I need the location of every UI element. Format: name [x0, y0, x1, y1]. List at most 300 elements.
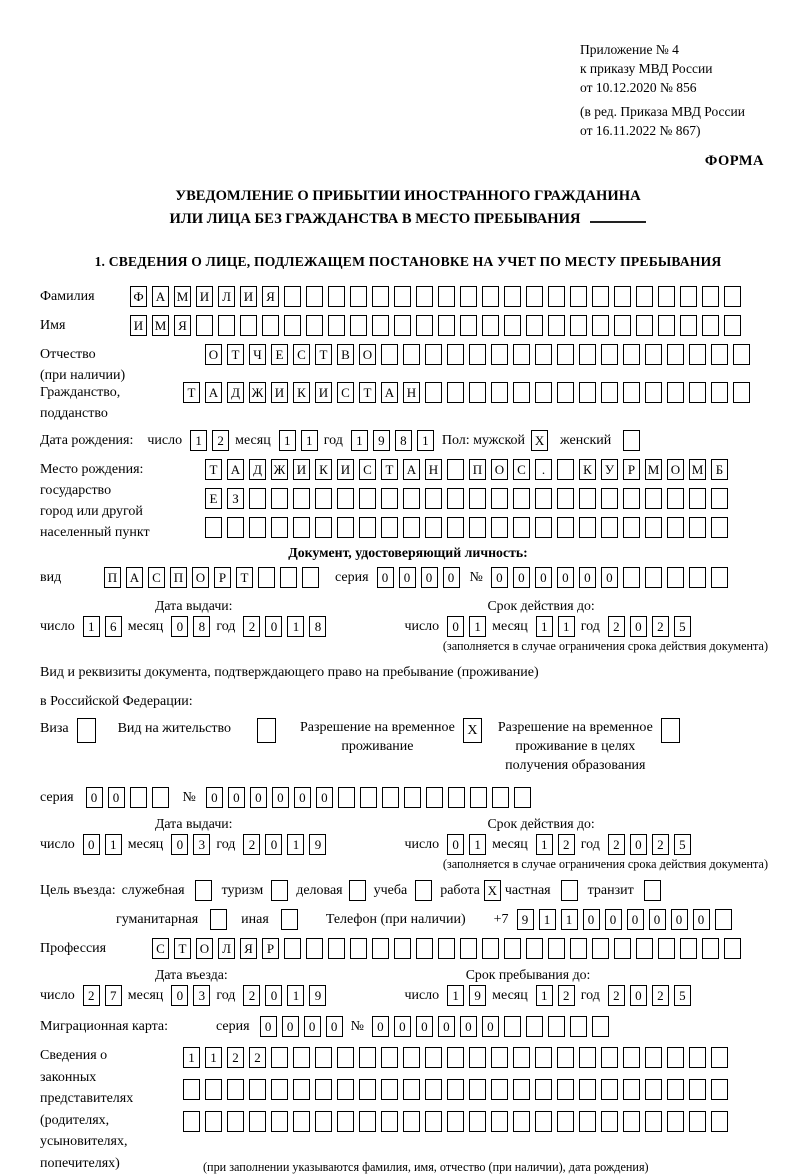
doc-issue-day-cells[interactable]: [83, 616, 122, 637]
char-cell[interactable]: 1: [279, 430, 296, 451]
char-cell[interactable]: 2: [608, 834, 625, 855]
char-cell[interactable]: [447, 517, 464, 538]
char-cell[interactable]: [513, 517, 530, 538]
char-cell[interactable]: [711, 1047, 728, 1068]
doc-issue-month-cells[interactable]: [171, 616, 210, 637]
char-cell[interactable]: [667, 1079, 684, 1100]
char-cell[interactable]: [403, 1047, 420, 1068]
char-cell[interactable]: [372, 286, 389, 307]
char-cell[interactable]: 1: [351, 430, 368, 451]
char-cell[interactable]: Т: [236, 567, 253, 588]
char-cell[interactable]: 0: [399, 567, 416, 588]
char-cell[interactable]: И: [293, 459, 310, 480]
char-cell[interactable]: [403, 1111, 420, 1132]
char-cell[interactable]: 1: [183, 1047, 200, 1068]
char-cell[interactable]: [381, 1079, 398, 1100]
char-cell[interactable]: С: [293, 344, 310, 365]
char-cell[interactable]: [280, 567, 297, 588]
char-cell[interactable]: А: [381, 382, 398, 403]
char-cell[interactable]: [349, 880, 366, 901]
char-cell[interactable]: X: [531, 430, 548, 451]
char-cell[interactable]: [438, 315, 455, 336]
char-cell[interactable]: [403, 344, 420, 365]
char-cell[interactable]: Ж: [271, 459, 288, 480]
residence-permit-checkbox[interactable]: [257, 718, 276, 743]
char-cell[interactable]: Я: [174, 315, 191, 336]
char-cell[interactable]: [623, 567, 640, 588]
char-cell[interactable]: [416, 938, 433, 959]
char-cell[interactable]: [724, 315, 741, 336]
char-cell[interactable]: [337, 488, 354, 509]
char-cell[interactable]: [658, 315, 675, 336]
char-cell[interactable]: 9: [309, 985, 326, 1006]
char-cell[interactable]: [513, 1111, 530, 1132]
char-cell[interactable]: О: [196, 938, 213, 959]
char-cell[interactable]: [513, 382, 530, 403]
char-cell[interactable]: С: [337, 382, 354, 403]
char-cell[interactable]: [570, 286, 587, 307]
char-cell[interactable]: 2: [243, 985, 260, 1006]
char-cell[interactable]: [557, 344, 574, 365]
char-cell[interactable]: [460, 286, 477, 307]
char-cell[interactable]: [337, 1047, 354, 1068]
char-cell[interactable]: [689, 517, 706, 538]
char-cell[interactable]: [271, 517, 288, 538]
char-cell[interactable]: [570, 315, 587, 336]
char-cell[interactable]: [491, 1047, 508, 1068]
char-cell[interactable]: Е: [271, 344, 288, 365]
char-cell[interactable]: 2: [249, 1047, 266, 1068]
char-cell[interactable]: 3: [193, 834, 210, 855]
char-cell[interactable]: 1: [469, 616, 486, 637]
char-cell[interactable]: [579, 382, 596, 403]
char-cell[interactable]: [438, 938, 455, 959]
char-cell[interactable]: 0: [557, 567, 574, 588]
char-cell[interactable]: [381, 517, 398, 538]
char-cell[interactable]: А: [152, 286, 169, 307]
char-cell[interactable]: [535, 488, 552, 509]
residence-expiry-year-cells[interactable]: [608, 834, 691, 855]
char-cell[interactable]: 0: [108, 787, 125, 808]
char-cell[interactable]: [614, 938, 631, 959]
purpose-tourism-checkbox[interactable]: [271, 880, 288, 901]
char-cell[interactable]: 0: [265, 616, 282, 637]
migration-number-cells[interactable]: [372, 1016, 609, 1037]
char-cell[interactable]: [482, 315, 499, 336]
char-cell[interactable]: [535, 344, 552, 365]
char-cell[interactable]: Т: [359, 382, 376, 403]
char-cell[interactable]: 0: [304, 1016, 321, 1037]
char-cell[interactable]: 0: [693, 909, 710, 930]
char-cell[interactable]: [403, 488, 420, 509]
char-cell[interactable]: 0: [605, 909, 622, 930]
char-cell[interactable]: [438, 286, 455, 307]
char-cell[interactable]: 2: [558, 985, 575, 1006]
char-cell[interactable]: 1: [287, 985, 304, 1006]
char-cell[interactable]: [372, 315, 389, 336]
char-cell[interactable]: [733, 382, 750, 403]
char-cell[interactable]: [702, 315, 719, 336]
char-cell[interactable]: 0: [316, 787, 333, 808]
representatives-cells-row3[interactable]: [183, 1111, 728, 1132]
char-cell[interactable]: [711, 488, 728, 509]
char-cell[interactable]: [425, 517, 442, 538]
char-cell[interactable]: 0: [171, 616, 188, 637]
char-cell[interactable]: [645, 488, 662, 509]
char-cell[interactable]: [425, 1111, 442, 1132]
char-cell[interactable]: [394, 315, 411, 336]
char-cell[interactable]: 9: [309, 834, 326, 855]
char-cell[interactable]: [645, 1079, 662, 1100]
char-cell[interactable]: М: [152, 315, 169, 336]
char-cell[interactable]: [284, 315, 301, 336]
char-cell[interactable]: О: [192, 567, 209, 588]
residence-issue-year-cells[interactable]: [243, 834, 326, 855]
char-cell[interactable]: 0: [272, 787, 289, 808]
char-cell[interactable]: [415, 880, 432, 901]
char-cell[interactable]: О: [359, 344, 376, 365]
char-cell[interactable]: [77, 718, 96, 743]
char-cell[interactable]: [535, 382, 552, 403]
char-cell[interactable]: 1: [83, 616, 100, 637]
residence-issue-month-cells[interactable]: [171, 834, 210, 855]
char-cell[interactable]: [205, 1079, 222, 1100]
doc-expiry-day-cells[interactable]: [447, 616, 486, 637]
char-cell[interactable]: 9: [469, 985, 486, 1006]
char-cell[interactable]: [491, 517, 508, 538]
purpose-study-checkbox[interactable]: [415, 880, 432, 901]
char-cell[interactable]: [460, 938, 477, 959]
char-cell[interactable]: [469, 344, 486, 365]
char-cell[interactable]: А: [126, 567, 143, 588]
char-cell[interactable]: 0: [630, 616, 647, 637]
char-cell[interactable]: X: [463, 718, 482, 743]
char-cell[interactable]: [636, 315, 653, 336]
char-cell[interactable]: [249, 488, 266, 509]
char-cell[interactable]: [249, 1111, 266, 1132]
char-cell[interactable]: [337, 1111, 354, 1132]
char-cell[interactable]: 0: [171, 834, 188, 855]
char-cell[interactable]: 6: [105, 616, 122, 637]
char-cell[interactable]: [281, 909, 298, 930]
char-cell[interactable]: 0: [250, 787, 267, 808]
char-cell[interactable]: [448, 787, 465, 808]
char-cell[interactable]: [482, 286, 499, 307]
visa-checkbox[interactable]: [77, 718, 96, 743]
char-cell[interactable]: [601, 517, 618, 538]
char-cell[interactable]: [601, 1111, 618, 1132]
char-cell[interactable]: [711, 517, 728, 538]
char-cell[interactable]: 1: [447, 985, 464, 1006]
char-cell[interactable]: [513, 1079, 530, 1100]
char-cell[interactable]: [724, 286, 741, 307]
char-cell[interactable]: [557, 1111, 574, 1132]
char-cell[interactable]: [447, 459, 464, 480]
char-cell[interactable]: [271, 1111, 288, 1132]
char-cell[interactable]: [557, 488, 574, 509]
char-cell[interactable]: И: [337, 459, 354, 480]
char-cell[interactable]: [504, 315, 521, 336]
char-cell[interactable]: И: [271, 382, 288, 403]
residence-series-cells[interactable]: [86, 787, 169, 808]
char-cell[interactable]: [425, 1047, 442, 1068]
char-cell[interactable]: [689, 567, 706, 588]
char-cell[interactable]: 0: [447, 834, 464, 855]
char-cell[interactable]: 0: [265, 985, 282, 1006]
char-cell[interactable]: [579, 488, 596, 509]
char-cell[interactable]: П: [469, 459, 486, 480]
char-cell[interactable]: [350, 286, 367, 307]
char-cell[interactable]: [394, 938, 411, 959]
char-cell[interactable]: [306, 938, 323, 959]
char-cell[interactable]: 0: [447, 616, 464, 637]
char-cell[interactable]: [416, 286, 433, 307]
char-cell[interactable]: [403, 517, 420, 538]
char-cell[interactable]: 2: [227, 1047, 244, 1068]
char-cell[interactable]: Ф: [130, 286, 147, 307]
char-cell[interactable]: [504, 286, 521, 307]
char-cell[interactable]: [328, 938, 345, 959]
char-cell[interactable]: [570, 938, 587, 959]
purpose-work-checkbox[interactable]: [484, 880, 501, 901]
char-cell[interactable]: [130, 787, 147, 808]
char-cell[interactable]: 2: [608, 616, 625, 637]
char-cell[interactable]: [557, 1047, 574, 1068]
char-cell[interactable]: Д: [249, 459, 266, 480]
char-cell[interactable]: [381, 1047, 398, 1068]
char-cell[interactable]: X: [484, 880, 501, 901]
char-cell[interactable]: [667, 517, 684, 538]
char-cell[interactable]: И: [315, 382, 332, 403]
char-cell[interactable]: 1: [558, 616, 575, 637]
char-cell[interactable]: С: [148, 567, 165, 588]
char-cell[interactable]: 1: [287, 616, 304, 637]
temp-residence-checkbox[interactable]: [463, 718, 482, 743]
char-cell[interactable]: [469, 382, 486, 403]
char-cell[interactable]: [667, 567, 684, 588]
char-cell[interactable]: З: [227, 488, 244, 509]
entry-month-cells[interactable]: [171, 985, 210, 1006]
birth-place-cells-row3[interactable]: [205, 517, 728, 538]
char-cell[interactable]: И: [240, 286, 257, 307]
char-cell[interactable]: [249, 517, 266, 538]
char-cell[interactable]: Т: [183, 382, 200, 403]
char-cell[interactable]: К: [293, 382, 310, 403]
purpose-commercial-checkbox[interactable]: [349, 880, 366, 901]
stay-month-cells[interactable]: [536, 985, 575, 1006]
sex-male-checkbox[interactable]: [531, 430, 548, 451]
char-cell[interactable]: [689, 1047, 706, 1068]
char-cell[interactable]: [623, 517, 640, 538]
char-cell[interactable]: Т: [205, 459, 222, 480]
char-cell[interactable]: [702, 938, 719, 959]
char-cell[interactable]: 2: [558, 834, 575, 855]
char-cell[interactable]: [258, 567, 275, 588]
char-cell[interactable]: Я: [262, 286, 279, 307]
char-cell[interactable]: [535, 1047, 552, 1068]
birth-day-cells[interactable]: [190, 430, 229, 451]
char-cell[interactable]: Д: [227, 382, 244, 403]
char-cell[interactable]: [636, 938, 653, 959]
char-cell[interactable]: [447, 1047, 464, 1068]
char-cell[interactable]: [557, 382, 574, 403]
char-cell[interactable]: М: [645, 459, 662, 480]
char-cell[interactable]: 0: [260, 1016, 277, 1037]
char-cell[interactable]: [526, 1016, 543, 1037]
purpose-other-checkbox[interactable]: [281, 909, 298, 930]
char-cell[interactable]: [218, 315, 235, 336]
residence-expiry-month-cells[interactable]: [536, 834, 575, 855]
char-cell[interactable]: [601, 382, 618, 403]
char-cell[interactable]: [425, 1079, 442, 1100]
char-cell[interactable]: А: [403, 459, 420, 480]
char-cell[interactable]: [645, 382, 662, 403]
char-cell[interactable]: Т: [315, 344, 332, 365]
char-cell[interactable]: 2: [243, 616, 260, 637]
char-cell[interactable]: [491, 382, 508, 403]
char-cell[interactable]: [491, 344, 508, 365]
residence-issue-day-cells[interactable]: [83, 834, 122, 855]
char-cell[interactable]: [680, 315, 697, 336]
char-cell[interactable]: [689, 1111, 706, 1132]
char-cell[interactable]: [579, 1111, 596, 1132]
char-cell[interactable]: 0: [394, 1016, 411, 1037]
char-cell[interactable]: [557, 1079, 574, 1100]
char-cell[interactable]: [315, 1111, 332, 1132]
char-cell[interactable]: 8: [309, 616, 326, 637]
char-cell[interactable]: [315, 488, 332, 509]
char-cell[interactable]: [205, 517, 222, 538]
char-cell[interactable]: 5: [674, 985, 691, 1006]
char-cell[interactable]: В: [337, 344, 354, 365]
char-cell[interactable]: [548, 938, 565, 959]
char-cell[interactable]: 2: [243, 834, 260, 855]
char-cell[interactable]: [469, 1047, 486, 1068]
char-cell[interactable]: 0: [535, 567, 552, 588]
char-cell[interactable]: [711, 1111, 728, 1132]
char-cell[interactable]: 7: [105, 985, 122, 1006]
char-cell[interactable]: А: [205, 382, 222, 403]
char-cell[interactable]: [711, 1079, 728, 1100]
citizenship-cells[interactable]: [183, 382, 750, 403]
char-cell[interactable]: 0: [265, 834, 282, 855]
char-cell[interactable]: [359, 1079, 376, 1100]
char-cell[interactable]: [733, 344, 750, 365]
char-cell[interactable]: [469, 488, 486, 509]
char-cell[interactable]: [425, 382, 442, 403]
char-cell[interactable]: [623, 1111, 640, 1132]
char-cell[interactable]: П: [104, 567, 121, 588]
char-cell[interactable]: 0: [513, 567, 530, 588]
char-cell[interactable]: 0: [206, 787, 223, 808]
char-cell[interactable]: [262, 315, 279, 336]
char-cell[interactable]: Р: [262, 938, 279, 959]
char-cell[interactable]: С: [152, 938, 169, 959]
char-cell[interactable]: [425, 488, 442, 509]
char-cell[interactable]: 0: [583, 909, 600, 930]
char-cell[interactable]: [381, 344, 398, 365]
char-cell[interactable]: [667, 344, 684, 365]
char-cell[interactable]: [271, 1079, 288, 1100]
char-cell[interactable]: [526, 315, 543, 336]
char-cell[interactable]: [271, 488, 288, 509]
char-cell[interactable]: [360, 787, 377, 808]
char-cell[interactable]: [514, 787, 531, 808]
char-cell[interactable]: [227, 1111, 244, 1132]
char-cell[interactable]: [592, 286, 609, 307]
char-cell[interactable]: С: [513, 459, 530, 480]
char-cell[interactable]: 1: [536, 834, 553, 855]
char-cell[interactable]: 0: [579, 567, 596, 588]
char-cell[interactable]: Н: [425, 459, 442, 480]
char-cell[interactable]: 2: [212, 430, 229, 451]
surname-cells[interactable]: [130, 286, 741, 307]
doc-expiry-month-cells[interactable]: [536, 616, 575, 637]
char-cell[interactable]: 8: [193, 616, 210, 637]
char-cell[interactable]: 3: [193, 985, 210, 1006]
char-cell[interactable]: [271, 1047, 288, 1068]
char-cell[interactable]: [447, 382, 464, 403]
char-cell[interactable]: Е: [205, 488, 222, 509]
char-cell[interactable]: [491, 488, 508, 509]
char-cell[interactable]: [645, 517, 662, 538]
char-cell[interactable]: [337, 517, 354, 538]
char-cell[interactable]: [570, 1016, 587, 1037]
char-cell[interactable]: [548, 1016, 565, 1037]
char-cell[interactable]: 2: [608, 985, 625, 1006]
char-cell[interactable]: [315, 1079, 332, 1100]
char-cell[interactable]: [667, 382, 684, 403]
char-cell[interactable]: [513, 344, 530, 365]
char-cell[interactable]: Т: [174, 938, 191, 959]
char-cell[interactable]: [513, 1047, 530, 1068]
char-cell[interactable]: 0: [627, 909, 644, 930]
char-cell[interactable]: [293, 1047, 310, 1068]
char-cell[interactable]: 0: [326, 1016, 343, 1037]
char-cell[interactable]: [195, 880, 212, 901]
char-cell[interactable]: [470, 787, 487, 808]
char-cell[interactable]: [249, 1079, 266, 1100]
char-cell[interactable]: [601, 488, 618, 509]
char-cell[interactable]: [644, 880, 661, 901]
char-cell[interactable]: Б: [711, 459, 728, 480]
char-cell[interactable]: [210, 909, 227, 930]
char-cell[interactable]: О: [667, 459, 684, 480]
char-cell[interactable]: [667, 1047, 684, 1068]
char-cell[interactable]: [284, 286, 301, 307]
char-cell[interactable]: [623, 382, 640, 403]
char-cell[interactable]: 8: [395, 430, 412, 451]
char-cell[interactable]: [689, 1079, 706, 1100]
char-cell[interactable]: [535, 1079, 552, 1100]
char-cell[interactable]: [535, 1111, 552, 1132]
char-cell[interactable]: [293, 1079, 310, 1100]
char-cell[interactable]: [579, 344, 596, 365]
char-cell[interactable]: 1: [469, 834, 486, 855]
char-cell[interactable]: 1: [536, 985, 553, 1006]
char-cell[interactable]: 9: [373, 430, 390, 451]
char-cell[interactable]: 0: [482, 1016, 499, 1037]
char-cell[interactable]: А: [227, 459, 244, 480]
char-cell[interactable]: К: [315, 459, 332, 480]
char-cell[interactable]: [689, 488, 706, 509]
char-cell[interactable]: М: [174, 286, 191, 307]
char-cell[interactable]: Ж: [249, 382, 266, 403]
char-cell[interactable]: [658, 286, 675, 307]
char-cell[interactable]: О: [491, 459, 508, 480]
char-cell[interactable]: [557, 517, 574, 538]
char-cell[interactable]: [257, 718, 276, 743]
